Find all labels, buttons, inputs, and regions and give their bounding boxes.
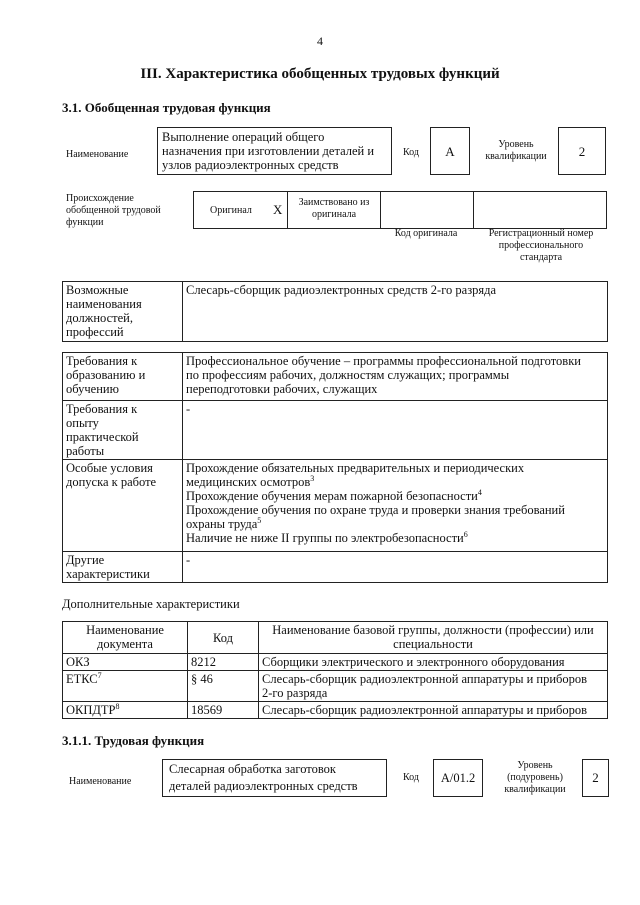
gtf-code-box (430, 127, 470, 175)
origin-original-label: Оригинал (210, 205, 252, 216)
tf-name-box (162, 759, 387, 797)
gtf-level-box (558, 127, 606, 175)
origin-original-mark: X (273, 202, 283, 217)
subsection-3-1-title: 3.1. Обобщенная трудовая функция (62, 100, 271, 115)
tf-level-box (582, 759, 609, 797)
experience-value: - (183, 401, 608, 460)
gtf-name-line: назначения при изготовлении деталей и (162, 144, 375, 158)
gtf-name-line: узлов радиоэлектронных средств (162, 158, 339, 172)
tf-level-label: Уровень (подуровень) квалификации (504, 760, 566, 795)
gtf-code-value: A (445, 144, 455, 159)
origin-borrowed-box: Заимствовано из оригинала (287, 191, 381, 229)
table-row: ЕТКС$^7$ § 46 Слесарь-сборщик радиоэлектронной аппаратуры и приборов 2-го разряда (63, 671, 608, 702)
tf-code-box (433, 759, 483, 797)
additional-table: Наименование документа Код Наименование базовой группы, должности (профессии) или специальности ОКЗ 8212 Сборщики электрического и электронного оборудования ЕТКС$^7$ § 46 Слесарь-сборщик радиоэлектронной аппаратуры и приборов 2-го разряда ОКПДТР$^8$ 18569 Слесарь-сборщик радиоэлектронной аппаратуры и приборов (62, 621, 608, 719)
gtf-level-label: Уровень квалификации (485, 139, 547, 162)
gtf-code-label: Код (403, 147, 419, 158)
tf-name-label: Наименование (69, 776, 132, 787)
positions-value: Слесарь-сборщик радиоэлектронных средств 2-го разряда (183, 282, 608, 342)
subsection-3-1-1-title: 3.1.1. Трудовая функция (62, 733, 205, 748)
origin-reg-box (473, 191, 607, 229)
section-title: III. Характеристика обобщенных трудовых функций (140, 66, 500, 82)
requirements-table: Требования к образованию и обучению Профессиональное обучение – программы профессиональной подготовки по профессиям рабочих, должностям служащих; программы переподготовки рабочих, служащих Требования к опыту практической работы - Особые условия допуска к работе Прохождение обязательных предварительных и периодических медицинских осмотров$^3$ Прохождение обучения мерам пожарной безопасности$^4$ Прохождение обучения по охране труда и проверки знания требований охраны труда$^5$ Наличие не ниже II группы по электробезопасности$^6$ Другие характеристики - (62, 352, 608, 583)
origin-code-caption: Код оригинала (394, 228, 458, 239)
special-conditions-value: Прохождение обязательных предварительных и периодических медицинских осмотров$^3$ Прохождение обучения мерам пожарной безопасности$^4$ Прохождение обучения по охране труда и проверки знания требований охраны труда$^5$ Наличие не ниже II группы по электробезопасности$^6$ (183, 460, 608, 552)
additional-title: Дополнительные характеристики (62, 597, 240, 611)
origin-code-box (380, 191, 474, 229)
tf-code-label: Код (403, 772, 419, 783)
gtf-name-label: Наименование (66, 149, 129, 160)
table-row: ОКПДТР$^8$ 18569 Слесарь-сборщик радиоэлектронной аппаратуры и приборов (63, 702, 608, 719)
positions-table: Возможные наименования должностей, профессий Слесарь-сборщик радиоэлектронных средств 2-го разряда (62, 281, 608, 342)
gtf-name-line: Выполнение операций общего (162, 130, 325, 144)
tf-level-value: 2 (592, 770, 599, 785)
gtf-level-value: 2 (578, 144, 586, 159)
gtf-name-box (157, 127, 392, 175)
tf-name-line: Слесарная обработка заготовок (169, 762, 336, 776)
education-value: Профессиональное обучение – программы профессиональной подготовки по профессиям рабочих, должностям служащих; программы переподготовки рабочих, служащих (183, 353, 608, 401)
other-value: - (183, 552, 608, 583)
origin-label: Происхождение обобщенной трудовой функции (66, 193, 161, 228)
table-row: ОКЗ 8212 Сборщики электрического и электронного оборудования (63, 654, 608, 671)
origin-original-box (193, 191, 288, 229)
tf-code-value: A/01.2 (440, 771, 476, 785)
tf-name-line: деталей радиоэлектронных средств (169, 779, 358, 793)
origin-reg-caption: Регистрационный номер профессионального стандарта (488, 228, 594, 263)
page-number: 4 (317, 34, 323, 48)
